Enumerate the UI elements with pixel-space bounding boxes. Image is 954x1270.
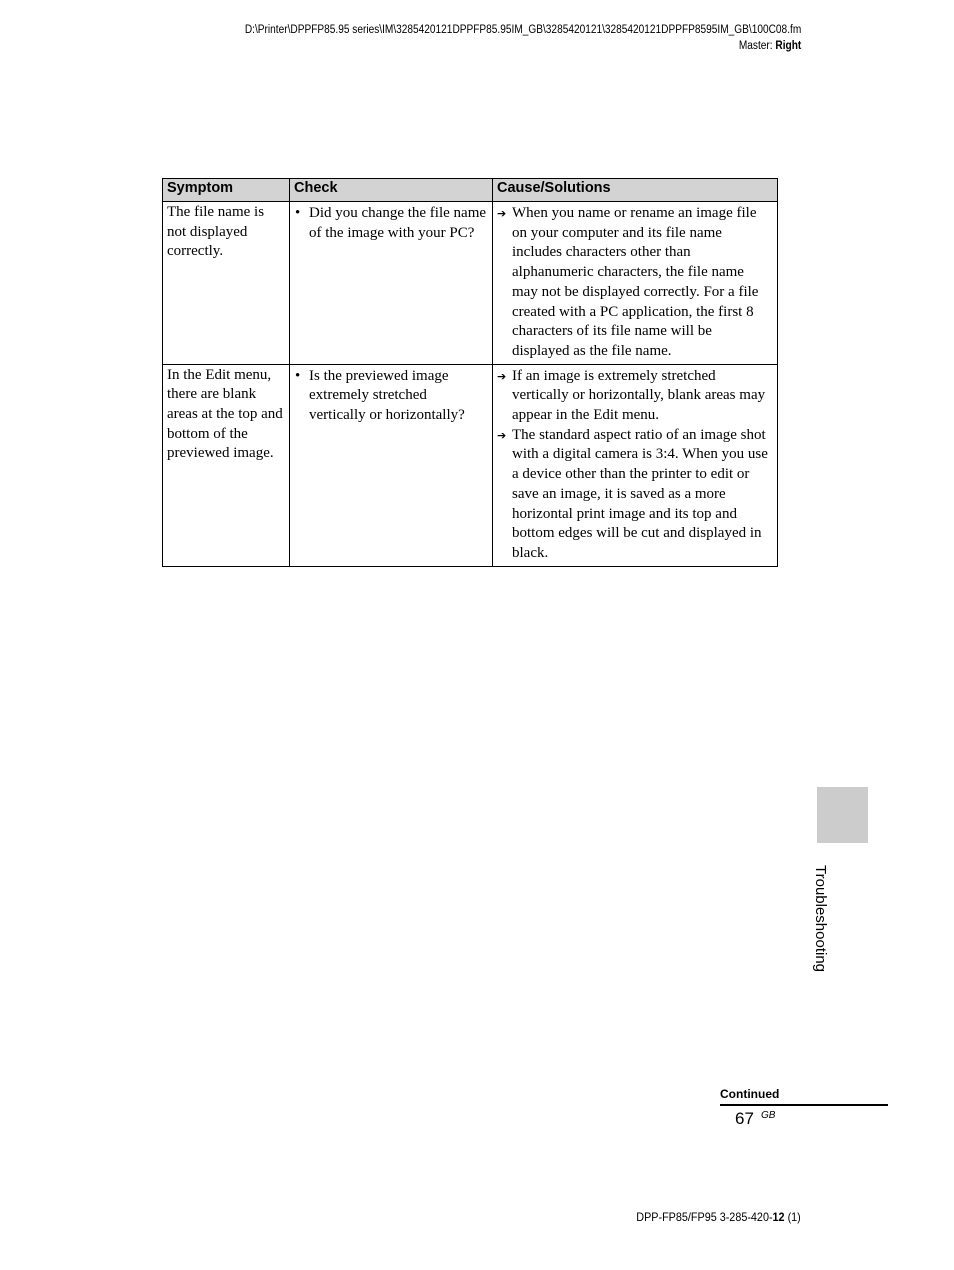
check-text: Did you change the file name of the image with your PC? [309,205,487,241]
cause-cell [493,364,778,566]
master-line [245,38,801,54]
footer-prefix: DPP-FP85/FP95 3-285-420- [636,1210,773,1224]
continued-label: Continued [720,1087,780,1101]
symptom-cell: The file name is not displayed correctly. [163,202,290,365]
page-number: 67 [735,1109,754,1128]
file-path-header [245,22,801,54]
troubleshooting-table [162,178,778,567]
cause-item [497,204,772,362]
cause-text: The standard aspect ratio of an image shot with a digital camera is 3:4. When you use a device other than the printer to edit or save an image, it is saved as a more horizontal print image and its top and bottom edges will be cut and displayed in black. [512,426,768,561]
bullet-mark: • [295,367,301,384]
check-item [294,204,487,243]
table-header-row [163,179,778,202]
file-path: D:\Printer\DPPFP85.95 series\IM\3285420121DPPFP85.95IM_GB\3285420121\3285420121DPPFP8595IM_GB\100C08.fm [244,24,801,36]
section-side-label: Troubleshooting [812,865,829,973]
table-row [163,202,778,365]
cause-cell [493,202,778,365]
header-symptom: Symptom [163,179,290,202]
symptom-cell: In the Edit menu, there are blank areas at the top and bottom of the previewed image. [163,364,290,566]
cause-item [497,426,772,564]
check-text: Is the previewed image extremely stretched vertically or horizontally? [309,367,465,424]
cause-text: If an image is extremely stretched vertically or horizontally, blank areas may appear in the Edit menu. [512,367,766,424]
check-item [294,367,487,426]
arrow-icon: ➔ [497,369,507,383]
arrow-icon: ➔ [497,428,507,442]
cause-text: When you name or rename an image file on your computer and its file name includes characters other than alphanumeric characters, the file name may not be displayed correctly. For a file created with a PC application, the first 8 characters of its file name will be displayed as the file name. [512,205,759,359]
page-language-suffix: GB [761,1110,776,1121]
master-value: Right [775,40,801,52]
footer-suffix: (1) [784,1210,801,1224]
cause-item [497,367,772,426]
arrow-icon: ➔ [497,207,507,220]
section-tab-marker [817,787,868,843]
footer-bold: 12 [772,1210,785,1224]
model-footer [637,1210,801,1224]
master-prefix: Master: [738,40,776,52]
header-check: Check [290,179,493,202]
check-cell [290,202,493,365]
footer-rule [720,1104,888,1106]
header-cause-solutions: Cause/Solutions [493,179,778,202]
table-row [163,364,778,566]
bullet-mark: • [295,205,301,221]
check-cell [290,364,493,566]
